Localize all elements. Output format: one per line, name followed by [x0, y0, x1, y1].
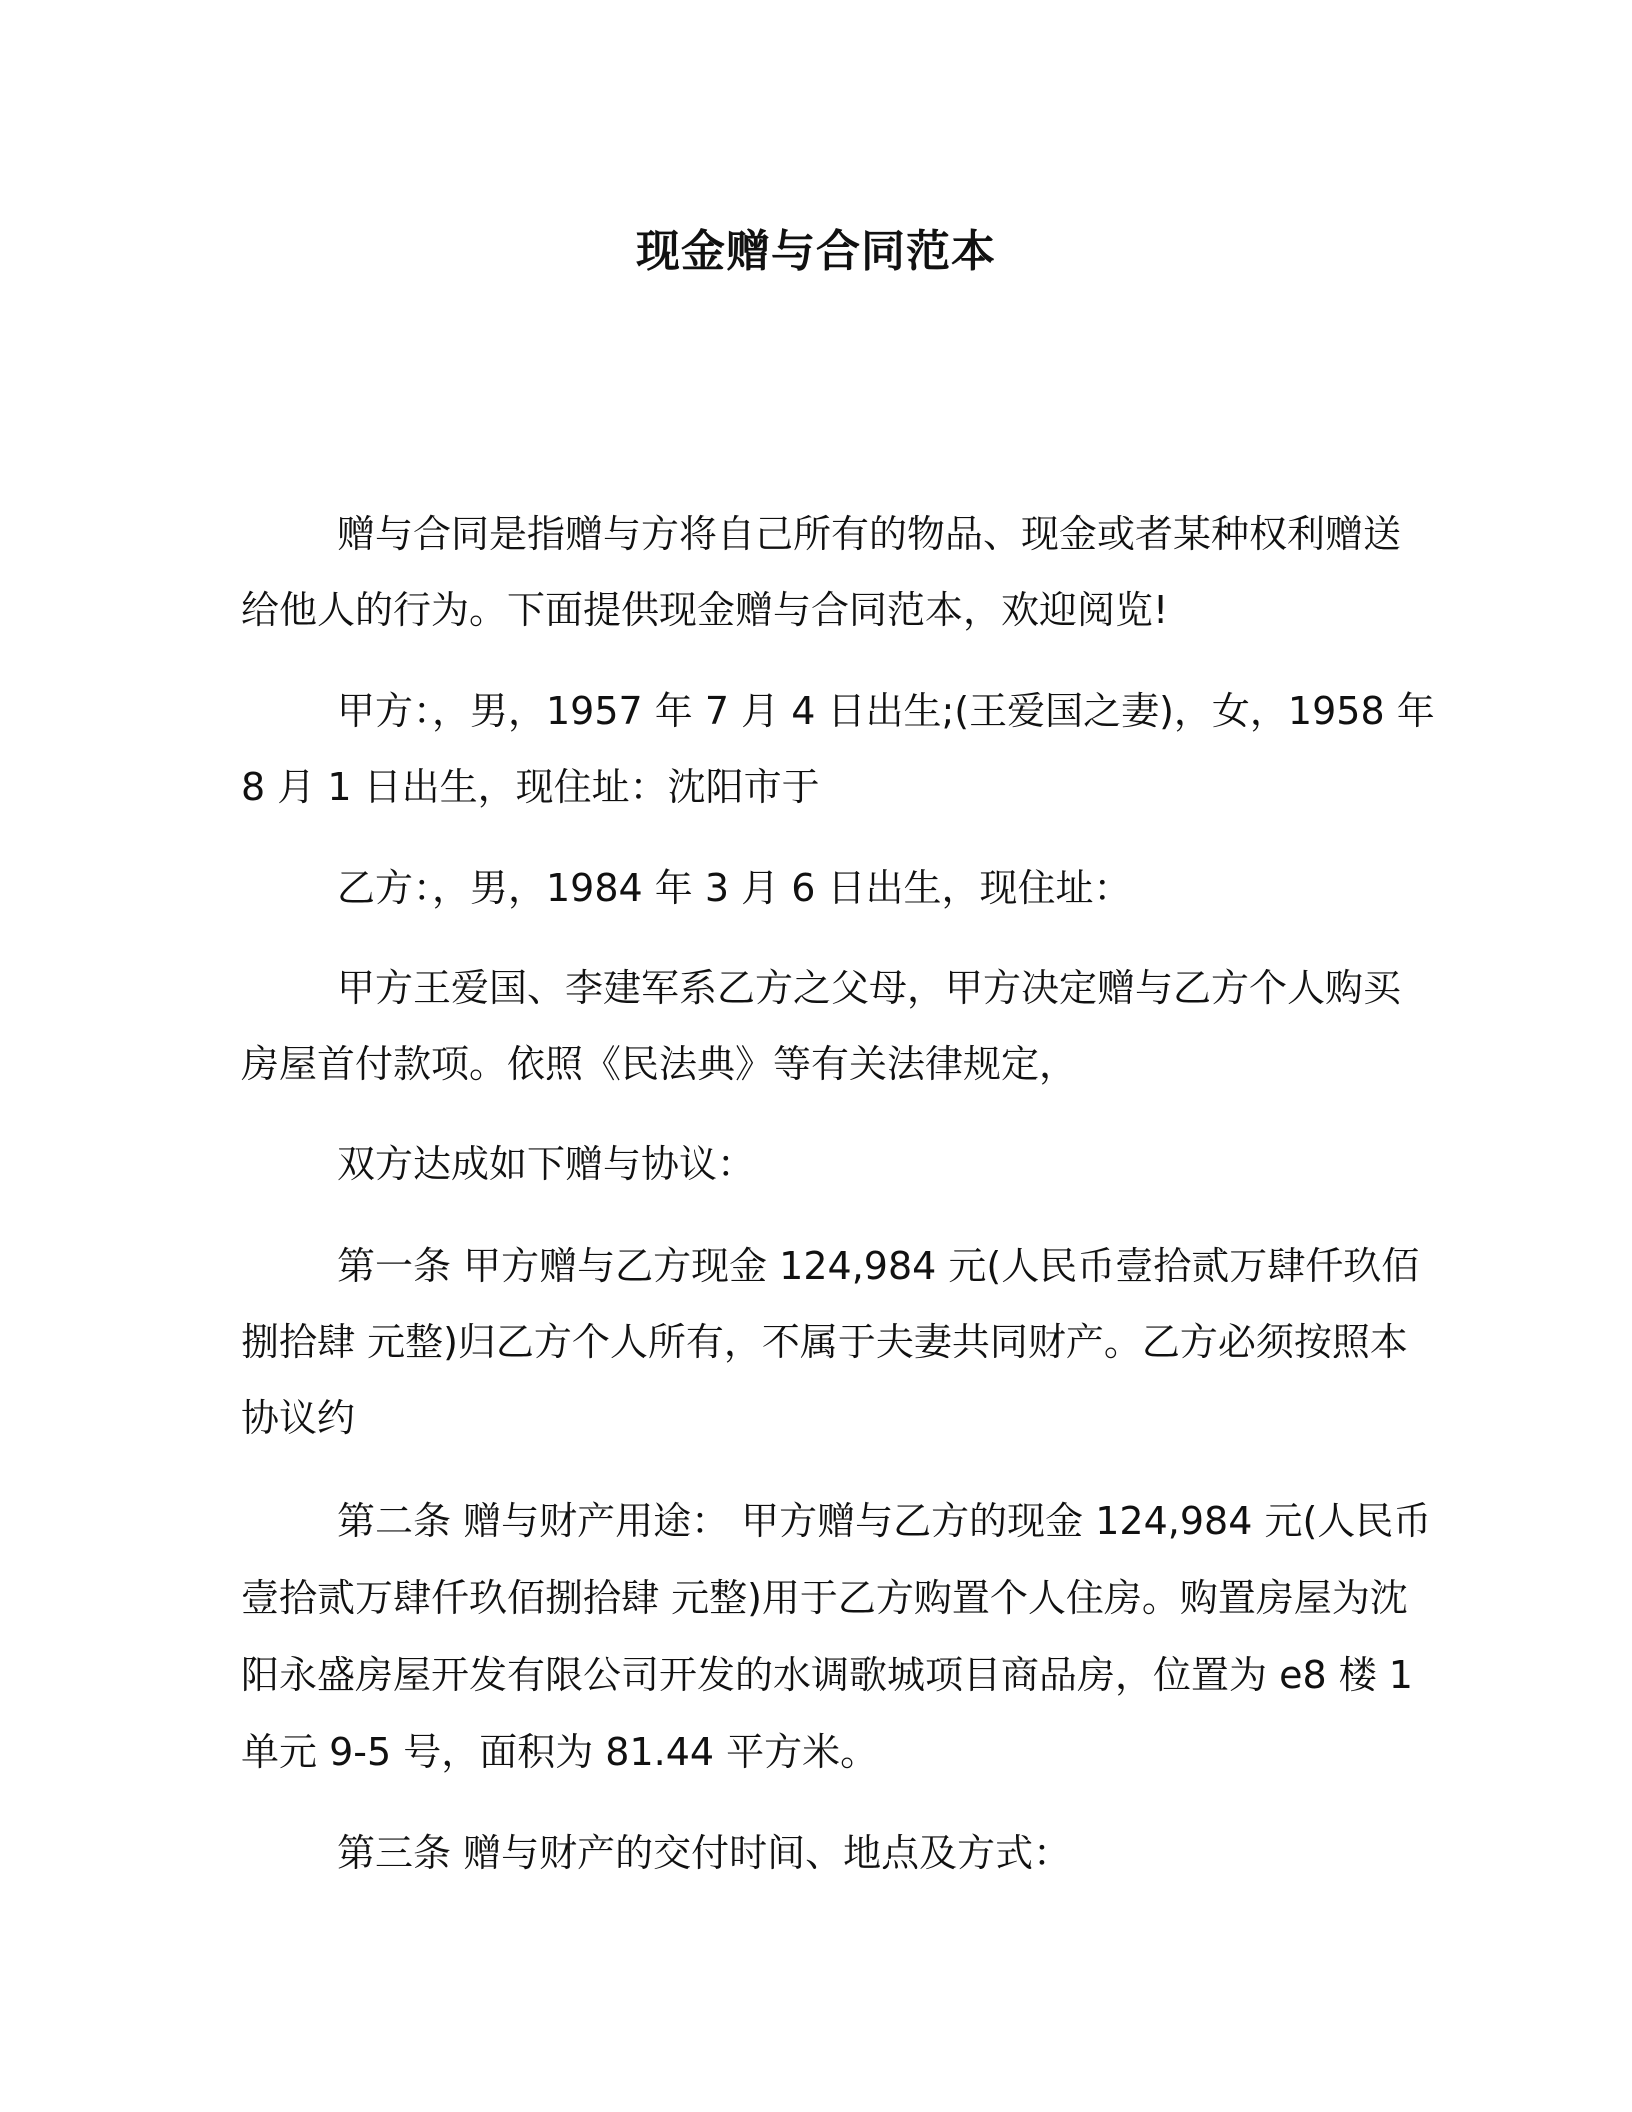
article-3-paragraph	[241, 1815, 1391, 1891]
paragraph-line: 第二条 赠与财产用途： 甲方赠与乙方的现金 124,984 元(人民币	[337, 1499, 1432, 1543]
paragraph-line: 赠与合同是指赠与方将自己所有的物品、现金或者某种权利赠送	[337, 512, 1402, 556]
paragraph-line: 第一条 甲方赠与乙方现金 124,984 元(人民币壹拾贰万肆仟玖佰	[337, 1244, 1420, 1288]
paragraph-line: 房屋首付款项。依照《民法典》等有关法律规定，	[241, 1042, 1078, 1086]
paragraph-line: 第三条 赠与财产的交付时间、地点及方式：	[337, 1831, 1072, 1875]
paragraph-line: 协议约	[241, 1396, 356, 1440]
paragraph-line: 壹拾贰万肆仟玖佰捌拾肆 元整)用于乙方购置个人住房。购置房屋为沈	[241, 1576, 1408, 1620]
article-1-paragraph	[241, 1228, 1420, 1456]
paragraph-line: 甲方：，男，1957 年 7 月 4 日出生;(王爱国之妻)，女，1958 年	[337, 689, 1435, 733]
party-a-paragraph	[241, 673, 1435, 825]
paragraph-line: 乙方：，男，1984 年 3 月 6 日出生，现住址：	[337, 866, 1132, 910]
paragraph-line: 甲方王爱国、李建军系乙方之父母，甲方决定赠与乙方个人购买	[337, 966, 1402, 1010]
agreement-intro-paragraph	[241, 1126, 1391, 1202]
paragraph-line: 8 月 1 日出生，现住址：沈阳市于	[241, 765, 820, 809]
basis-paragraph	[241, 950, 1402, 1102]
paragraph-line: 给他人的行为。下面提供现金赠与合同范本，欢迎阅览!	[241, 588, 1169, 632]
intro-paragraph	[241, 496, 1402, 648]
paragraph-line: 阳永盛房屋开发有限公司开发的水调歌城项目商品房，位置为 e8 楼 1	[241, 1653, 1413, 1697]
article-2-paragraph	[241, 1483, 1432, 1791]
paragraph-line: 单元 9-5 号，面积为 81.44 平方米。	[241, 1730, 879, 1774]
paragraph-line: 捌拾肆 元整)归乙方个人所有，不属于夫妻共同财产。乙方必须按照本	[241, 1320, 1408, 1364]
paragraph-line: 双方达成如下赠与协议：	[337, 1142, 756, 1186]
document-title: 现金赠与合同范本	[636, 226, 996, 277]
party-b-paragraph	[241, 850, 1391, 926]
